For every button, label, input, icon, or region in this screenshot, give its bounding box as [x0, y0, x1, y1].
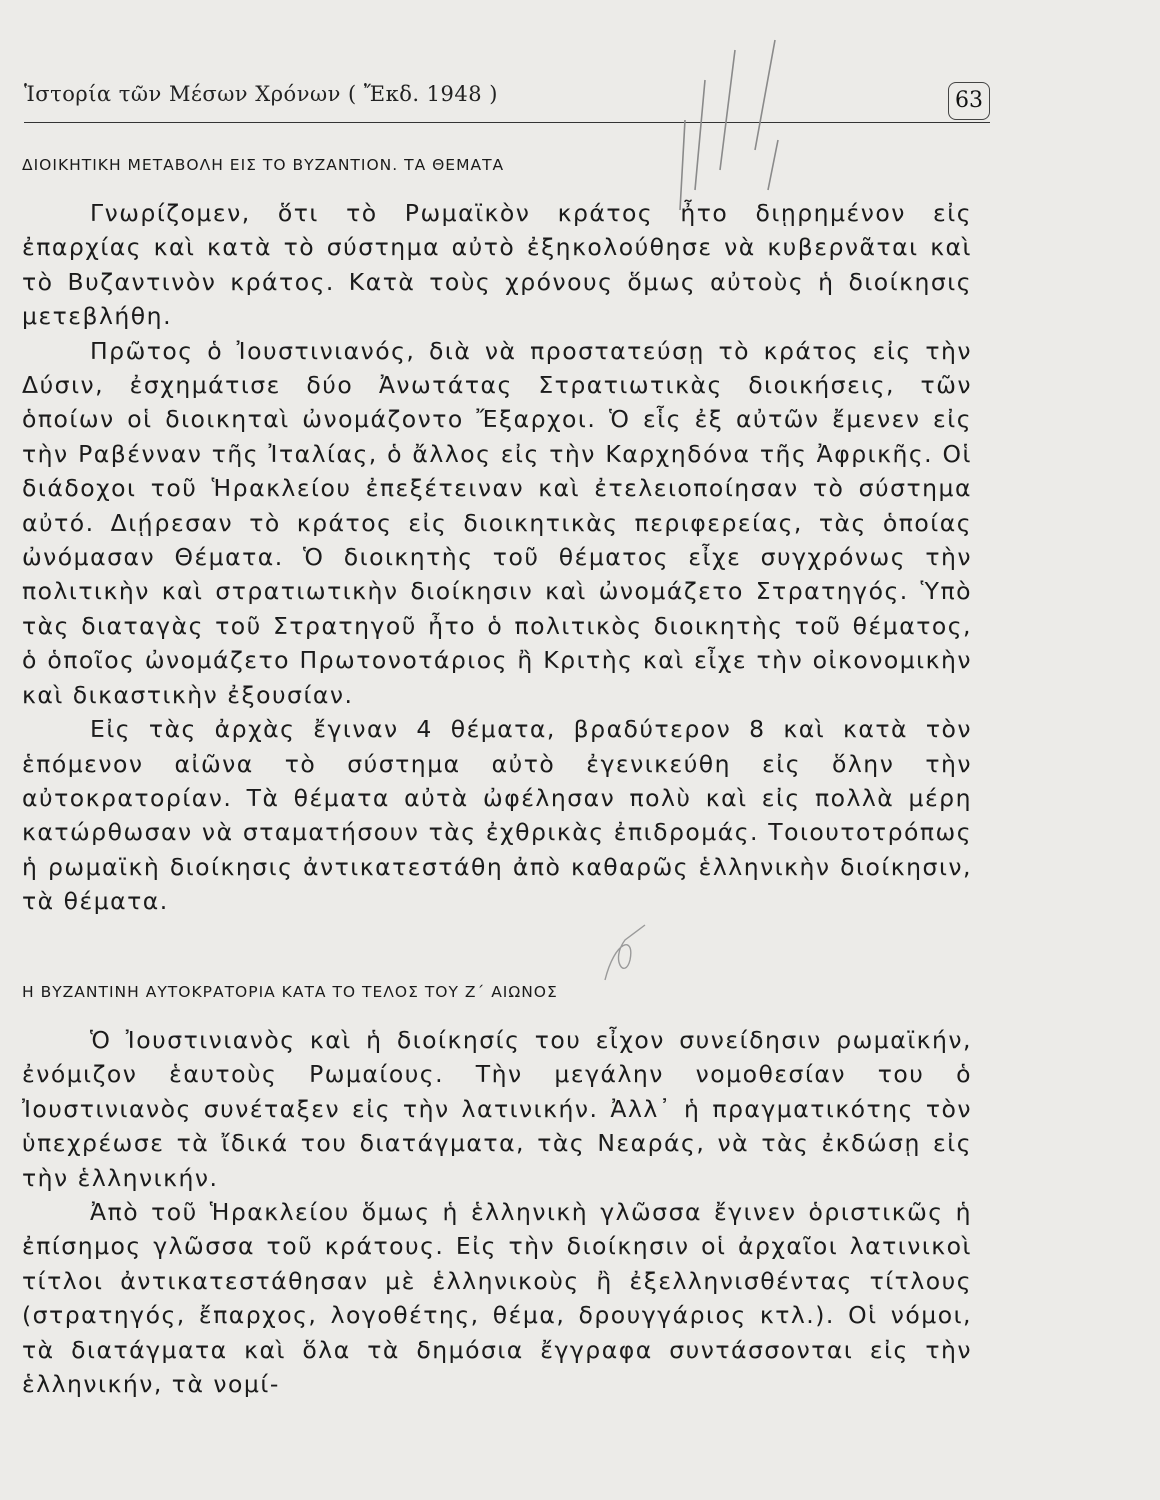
section-heading-themes: ΔΙΟΙΚΗΤΙΚΗ ΜΕΤΑΒΟΛΗ ΕΙΣ ΤΟ ΒΥΖΑΝΤΙΟΝ. ΤΑ ΘΕΜΑΤΑ: [22, 156, 505, 174]
page-number: 63: [948, 82, 990, 120]
section-heading-empire: Η ΒΥΖΑΝΤΙΝΗ ΑΥΤΟΚΡΑΤΟΡΙΑ ΚΑΤΑ ΤΟ ΤΕΛΟΣ ΤΟΥ Ζ΄ ΑΙΩΝΟΣ: [22, 983, 558, 1001]
paragraph: Πρῶτος ὁ Ἰουστινιανός, διὰ νὰ προστατεύσῃ τὸ κράτος εἰς τὴν Δύσιν, ἐσχημάτισε δύο Ἀνωτάτας Στρατιωτικὰς διοικήσεις, τῶν ὁποίων οἱ διοικηταὶ ὠνομάζοντο Ἔξαρχοι. Ὁ εἷς ἐξ αὐτῶν ἔμενεν εἰς τὴν Ραβένναν τῆς Ἰταλίας, ὁ ἄλλος εἰς τὴν Καρχηδόνα τῆς Ἀφρικῆς. Οἱ διάδοχοι τοῦ Ἡρακλείου ἐπεξέτειναν καὶ ἐτελειοποίησαν τὸ σύστημα αὐτό. Διῄρεσαν τὸ κράτος εἰς διοικητικὰς περιφερείας, τὰς ὁποίας ὠνόμασαν Θέματα. Ὁ διοικητὴς τοῦ θέματος εἶχε συγχρόνως τὴν πολιτικὴν καὶ στρατιωτικὴν διοίκησιν καὶ ὠνομάζετο Στρατηγός. Ὑπὸ τὰς διαταγὰς τοῦ Στρατηγοῦ ἦτο ὁ πολιτικὸς διοικητὴς τοῦ θέματος, ὁ ὁποῖος ὠνομάζετο Πρωτονοτάριος ἢ Κριτὴς καὶ εἶχε τὴν οἰκονομικὴν καὶ δικαστικὴν ἐξουσίαν.: [22, 336, 972, 709]
paragraph: Ὁ Ἰουστινιανὸς καὶ ἡ διοίκησίς του εἶχον συνείδησιν ρωμαϊκήν, ἐνόμιζον ἑαυτοὺς Ρωμαίους. Τὴν μεγάλην νομοθεσίαν του ὁ Ἰουστινιανὸς συνέταξεν εἰς τὴν λατινικήν. Ἀλλ᾽ ἡ πραγματικότης τὸν ὑπεχρέωσε τὰ ἴδικά του διατάγματα, τὰς Νεαράς, νὰ τὰς ἐκδώσῃ εἰς τὴν ἑλληνικήν.: [22, 1026, 972, 1192]
header-rule: [24, 122, 990, 123]
pencil-scribble: [595, 920, 655, 990]
paragraph: Ἀπὸ τοῦ Ἡρακλείου ὅμως ἡ ἑλληνικὴ γλῶσσα ἔγινεν ὁριστικῶς ἡ ἐπίσημος γλῶσσα τοῦ κράτους. Εἰς τὴν διοίκησιν οἱ ἀρχαῖοι λατινικοὶ τίτλοι ἀντικατεστάθησαν μὲ ἑλληνικοὺς ἢ ἐξελληνισθέντας τίτλους (στρατηγός, ἔπαρχος, λογοθέτης, θέμα, δρουγγάριος κτλ.). Οἱ νόμοι, τὰ διατάγματα καὶ ὅλα τὰ δημόσια ἔγγραφα συντάσσονται εἰς τὴν ἑλληνικήν, τὰ νομί-: [22, 1198, 972, 1399]
section-body-themes: [22, 196, 972, 919]
paragraph: Εἰς τὰς ἀρχὰς ἔγιναν 4 θέματα, βραδύτερον 8 καὶ κατὰ τὸν ἑπόμενον αἰῶνα τὸ σύστημα αὐτὸ ἐγενικεύθη εἰς ὅλην τὴν αὐτοκρατορίαν. Τὰ θέματα αὐτὰ ὠφέλησαν πολὺ καὶ εἰς πολλὰ μέρη κατώρθωσαν νὰ σταματήσουν τὰς ἐχθρικὰς ἐπιδρομάς. Τοιουτοτρόπως ἡ ρωμαϊκὴ διοίκησις ἀντικατεστάθη ἀπὸ καθαρῶς ἑλληνικὴν διοίκησιν, τὰ θέματα.: [22, 715, 972, 916]
section-body-empire: [22, 1023, 972, 1401]
handwritten-pencil-mark: [660, 20, 800, 230]
paragraph: Γνωρίζομεν, ὅτι τὸ Ρωμαϊκὸν κράτος ἦτο διῃρημένον εἰς ἐπαρχίας καὶ κατὰ τὸ σύστημα αὐτὸ ἐξηκολούθησε νὰ κυβερνᾶται καὶ τὸ Βυζαντινὸν κράτος. Κατὰ τοὺς χρόνους ὅμως αὐτοὺς ἡ διοίκησις μετεβλήθη.: [22, 199, 972, 331]
running-title: Ἱστορία τῶν Μέσων Χρόνων ( Ἔκδ. 1948 ): [24, 82, 498, 106]
